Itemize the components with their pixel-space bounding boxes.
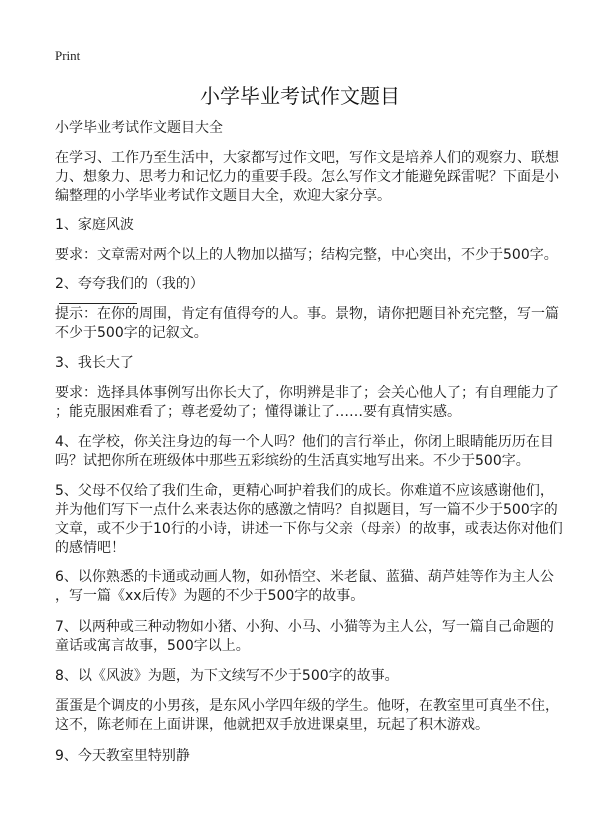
- text-line: 7、以两种或三种动物如小猪、小狗、小马、小猫等为主人公，写一篇自己命题的: [55, 619, 554, 635]
- text-line: 在学习、工作乃至生活中，大家都写过作文吧，写作文是培养人们的观察力、联想: [55, 150, 559, 166]
- item-3-title: 3、我长大了: [55, 355, 134, 371]
- text-line: 蛋蛋是个调皮的小男孩，是东风小学四年级的学生。他呀，在教室里可真坐不住，: [55, 698, 559, 714]
- item-3-requirement: [55, 384, 559, 422]
- page-title: 小学毕业考试作文题目: [200, 84, 400, 108]
- text-line: 6、以你熟悉的卡通或动画人物，如孙悟空、米老鼠、蓝猫、葫芦娃等作为主人公: [55, 569, 554, 585]
- item-4: [55, 433, 555, 471]
- text-line: 吗？试把你所在班级体中那些五彩缤纷的生活真实地写出来。不少于500字。: [55, 453, 530, 469]
- item-9-title: 9、今天教室里特别静: [55, 748, 190, 764]
- text-line: 5、父母不仅给了我们生命，更精心呵护着我们的成长。你难道不应该感谢他们，: [55, 483, 554, 499]
- text-line: ，写一篇《xx后传》为题的不少于500字的故事。: [55, 588, 365, 604]
- text-line: 并为他们写下一点什么来表达你的感激之情吗？自拟题目，写一篇不少于500字的: [55, 502, 558, 518]
- text-line: 力、想象力、思考力和记忆力的重要手段。怎么写作文才能避免踩雷呢？下面是小: [55, 169, 559, 185]
- item-1-title: 1、家庭风波: [55, 217, 134, 233]
- item-1-requirement: 要求：文章需对两个以上的人物加以描写；结构完整，中心突出，不少于500字。: [55, 247, 558, 263]
- item-8-story: [55, 697, 559, 735]
- item-2-title-text: 2、夸夸我们的（我的）: [55, 276, 204, 292]
- text-line: ；能克服困难看了；尊老爱幼了；懂得谦让了……要有真情实感。: [55, 404, 461, 420]
- item-7: [55, 618, 555, 656]
- print-link[interactable]: Print: [55, 48, 81, 63]
- intro-paragraph: [55, 149, 559, 206]
- subtitle: 小学毕业考试作文题目大全: [55, 120, 223, 136]
- text-line: 不少于500字的记叙文。: [55, 325, 208, 341]
- text-line: 要求：选择具体事例写出你长大了，你明辨是非了；会关心他人了；有自理能力了: [55, 385, 559, 401]
- text-line: 编整理的小学毕业考试作文题目大全，欢迎大家分享。: [55, 188, 391, 204]
- item-6: [55, 568, 555, 606]
- fill-in-blank: [59, 294, 137, 304]
- item-2-title: [55, 275, 555, 304]
- text-line: 文章，或不少于10行的小诗，讲述一下你与父亲（母亲）的故事，或表达你对他们: [55, 521, 563, 537]
- item-8-title: 8、以《风波》为题，为下文续写不少于500字的故事。: [55, 668, 399, 684]
- text-line: 这不，陈老师在上面讲课，他就把双手放进课桌里，玩起了积木游戏。: [55, 717, 489, 733]
- text-line: 的感情吧！: [55, 540, 125, 556]
- item-2-hint: [55, 305, 559, 343]
- item-5: [55, 482, 563, 558]
- text-line: 提示：在你的周围，肯定有值得夸的人。事。景物，请你把题目补充完整，写一篇: [55, 306, 559, 322]
- text-line: 4、在学校，你关注身边的每一个人吗？他们的言行举止，你闭上眼睛能历历在目: [55, 434, 554, 450]
- text-line: 童话或寓言故事，500字以上。: [55, 638, 250, 654]
